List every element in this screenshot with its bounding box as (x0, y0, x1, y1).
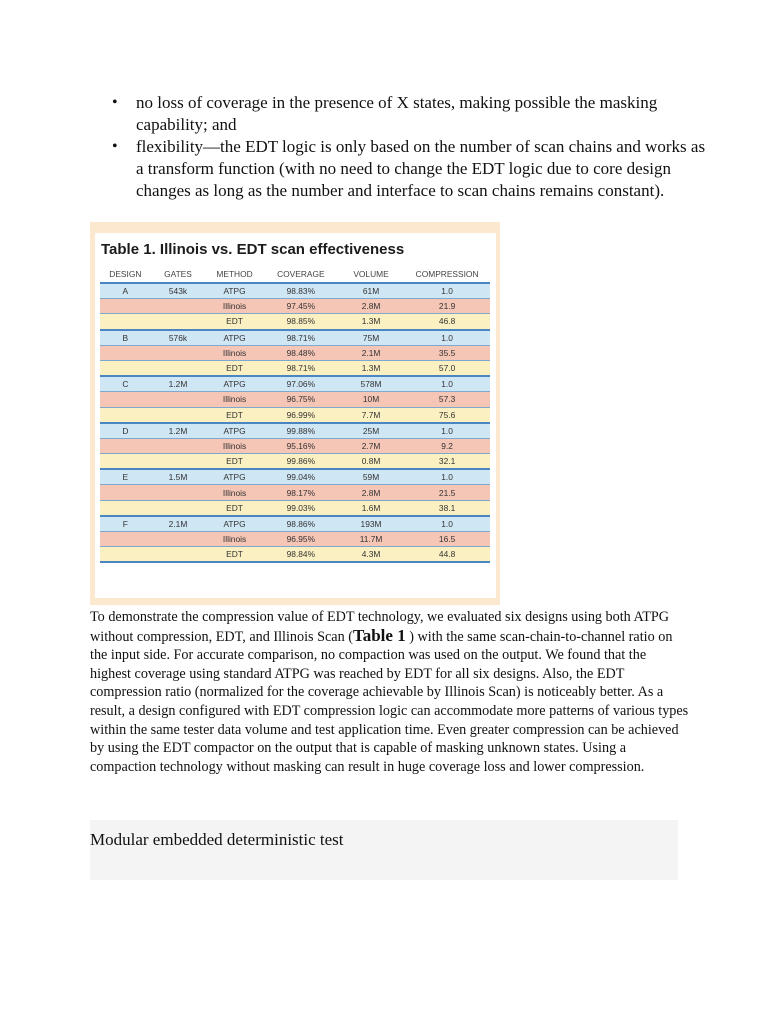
cell-gates: 543k (151, 283, 206, 299)
cell-design (100, 454, 151, 470)
cell-coverage: 96.99% (264, 407, 338, 423)
cell-design (100, 500, 151, 516)
bullet-dot: • (112, 138, 118, 155)
table-header-row (100, 266, 490, 283)
cell-compression: 38.1 (404, 500, 490, 516)
cell-method: ATPG (205, 283, 264, 299)
cell-volume: 0.8M (338, 454, 404, 470)
body-paragraph (90, 608, 690, 776)
cell-compression: 44.8 (404, 547, 490, 563)
cell-coverage: 98.86% (264, 516, 338, 532)
table-row (100, 454, 490, 470)
cell-compression: 1.0 (404, 330, 490, 346)
cell-compression: 57.3 (404, 392, 490, 407)
table-row (100, 423, 490, 439)
cell-method: ATPG (205, 423, 264, 439)
cell-volume: 2.1M (338, 345, 404, 360)
table-row (100, 469, 490, 485)
cell-gates (151, 438, 206, 453)
cell-coverage: 98.71% (264, 360, 338, 376)
cell-coverage: 99.03% (264, 500, 338, 516)
cell-gates (151, 407, 206, 423)
cell-volume: 7.7M (338, 407, 404, 423)
bullet-text: no loss of coverage in the presence of X states, making possible the masking capability; and (136, 93, 658, 134)
cell-design (100, 314, 151, 330)
cell-gates: 1.2M (151, 423, 206, 439)
cell-compression: 57.0 (404, 360, 490, 376)
cell-gates: 2.1M (151, 516, 206, 532)
cell-compression: 1.0 (404, 423, 490, 439)
cell-coverage: 99.86% (264, 454, 338, 470)
header-coverage: COVERAGE (264, 266, 338, 283)
cell-compression: 75.6 (404, 407, 490, 423)
cell-coverage: 98.85% (264, 314, 338, 330)
cell-design: A (100, 283, 151, 299)
cell-volume: 75M (338, 330, 404, 346)
cell-method: Illinois (205, 392, 264, 407)
table-row (100, 547, 490, 563)
cell-gates: 1.5M (151, 469, 206, 485)
cell-volume: 578M (338, 376, 404, 392)
cell-method: Illinois (205, 299, 264, 314)
cell-design (100, 407, 151, 423)
cell-compression: 9.2 (404, 438, 490, 453)
cell-gates (151, 547, 206, 563)
cell-volume: 1.3M (338, 360, 404, 376)
table-row (100, 360, 490, 376)
cell-coverage: 99.04% (264, 469, 338, 485)
section-heading: Modular embedded deterministic test (90, 830, 344, 849)
cell-coverage: 96.95% (264, 532, 338, 547)
cell-design (100, 547, 151, 563)
cell-coverage: 96.75% (264, 392, 338, 407)
cell-volume: 1.3M (338, 314, 404, 330)
table-title: Table 1. Illinois vs. EDT scan effectiveness (101, 241, 405, 258)
cell-compression: 46.8 (404, 314, 490, 330)
table-body (100, 283, 490, 562)
cell-design: B (100, 330, 151, 346)
cell-design: D (100, 423, 151, 439)
cell-gates (151, 314, 206, 330)
cell-volume: 11.7M (338, 532, 404, 547)
table-row (100, 330, 490, 346)
header-volume: VOLUME (338, 266, 404, 283)
table-figure-inner (95, 233, 496, 598)
cell-gates: 1.2M (151, 376, 206, 392)
cell-design (100, 299, 151, 314)
cell-compression: 35.5 (404, 345, 490, 360)
cell-design: E (100, 469, 151, 485)
cell-gates (151, 299, 206, 314)
cell-coverage: 97.06% (264, 376, 338, 392)
cell-gates (151, 392, 206, 407)
cell-coverage: 99.88% (264, 423, 338, 439)
cell-method: EDT (205, 360, 264, 376)
bullet-dot: • (112, 94, 118, 111)
bullet-item-x-states (110, 92, 710, 136)
cell-method: ATPG (205, 469, 264, 485)
cell-method: Illinois (205, 485, 264, 500)
cell-compression: 21.9 (404, 299, 490, 314)
cell-volume: 2.7M (338, 438, 404, 453)
table-row (100, 532, 490, 547)
cell-coverage: 95.16% (264, 438, 338, 453)
table-row (100, 314, 490, 330)
cell-gates (151, 345, 206, 360)
bullet-list (110, 92, 710, 202)
table-row (100, 485, 490, 500)
section-heading-box (90, 820, 678, 880)
cell-design (100, 485, 151, 500)
cell-method: ATPG (205, 516, 264, 532)
table-row (100, 516, 490, 532)
table-row (100, 392, 490, 407)
cell-method: EDT (205, 314, 264, 330)
cell-gates (151, 454, 206, 470)
cell-gates: 576k (151, 330, 206, 346)
cell-method: EDT (205, 547, 264, 563)
cell-coverage: 98.83% (264, 283, 338, 299)
cell-volume: 61M (338, 283, 404, 299)
table-row (100, 500, 490, 516)
cell-volume: 4.3M (338, 547, 404, 563)
cell-volume: 2.8M (338, 485, 404, 500)
cell-coverage: 98.71% (264, 330, 338, 346)
cell-gates (151, 500, 206, 516)
cell-method: EDT (205, 500, 264, 516)
bullet-item-flexibility (110, 136, 710, 202)
cell-method: ATPG (205, 376, 264, 392)
cell-gates (151, 532, 206, 547)
table-row (100, 438, 490, 453)
cell-volume: 1.6M (338, 500, 404, 516)
cell-design (100, 392, 151, 407)
cell-method: ATPG (205, 330, 264, 346)
cell-method: Illinois (205, 438, 264, 453)
cell-method: Illinois (205, 532, 264, 547)
cell-volume: 25M (338, 423, 404, 439)
header-method: METHOD (205, 266, 264, 283)
cell-compression: 1.0 (404, 376, 490, 392)
cell-compression: 1.0 (404, 516, 490, 532)
cell-design (100, 360, 151, 376)
cell-method: Illinois (205, 345, 264, 360)
bullet-text: flexibility—the EDT logic is only based on the number of scan chains and works as a transform function (with no need to change the EDT logic due to core design changes as long as the number and interface to scan chains remains constant). (136, 137, 706, 200)
cell-design: C (100, 376, 151, 392)
table-row (100, 345, 490, 360)
cell-design (100, 532, 151, 547)
cell-coverage: 98.48% (264, 345, 338, 360)
cell-volume: 59M (338, 469, 404, 485)
cell-gates (151, 360, 206, 376)
cell-coverage: 97.45% (264, 299, 338, 314)
cell-method: EDT (205, 454, 264, 470)
cell-compression: 1.0 (404, 283, 490, 299)
cell-compression: 32.1 (404, 454, 490, 470)
cell-volume: 10M (338, 392, 404, 407)
table-row (100, 376, 490, 392)
table-figure (90, 222, 500, 605)
scan-effectiveness-table (100, 266, 490, 563)
table-row (100, 299, 490, 314)
header-compression: COMPRESSION (404, 266, 490, 283)
cell-compression: 1.0 (404, 469, 490, 485)
cell-design (100, 345, 151, 360)
table-row (100, 283, 490, 299)
paragraph-text-end: ) with the same scan-chain-to-channel ratio on the input side. For accurate comparison, no compaction was used on the output. We found that the highest coverage using standard ATPG was reached by EDT for all six designs. Also, the EDT compression ratio (normalized for the coverage achievable by Illinois Scan) is noticeably better. As a result, a design configured with EDT compression logic can accommodate more patterns of various types within the same tester data volume and test application time. Even greater compression can be achieved by using the EDT compactor on the output that is capable of masking unknown states. Using a compaction technology without masking can result in huge coverage loss and lower compression. (90, 628, 689, 775)
cell-compression: 16.5 (404, 532, 490, 547)
cell-design: F (100, 516, 151, 532)
header-design: DESIGN (100, 266, 151, 283)
cell-compression: 21.5 (404, 485, 490, 500)
cell-coverage: 98.17% (264, 485, 338, 500)
table-reference-link[interactable]: Table 1 (352, 625, 406, 645)
cell-method: EDT (205, 407, 264, 423)
cell-coverage: 98.84% (264, 547, 338, 563)
cell-volume: 2.8M (338, 299, 404, 314)
paragraph-text-start: To demonstrate the compression value of EDT technology, we evaluated six designs using both ATPG without compression, EDT, and Illinois Scan ( (90, 609, 670, 645)
cell-gates (151, 485, 206, 500)
header-gates: GATES (151, 266, 206, 283)
table-row (100, 407, 490, 423)
cell-volume: 193M (338, 516, 404, 532)
cell-design (100, 438, 151, 453)
